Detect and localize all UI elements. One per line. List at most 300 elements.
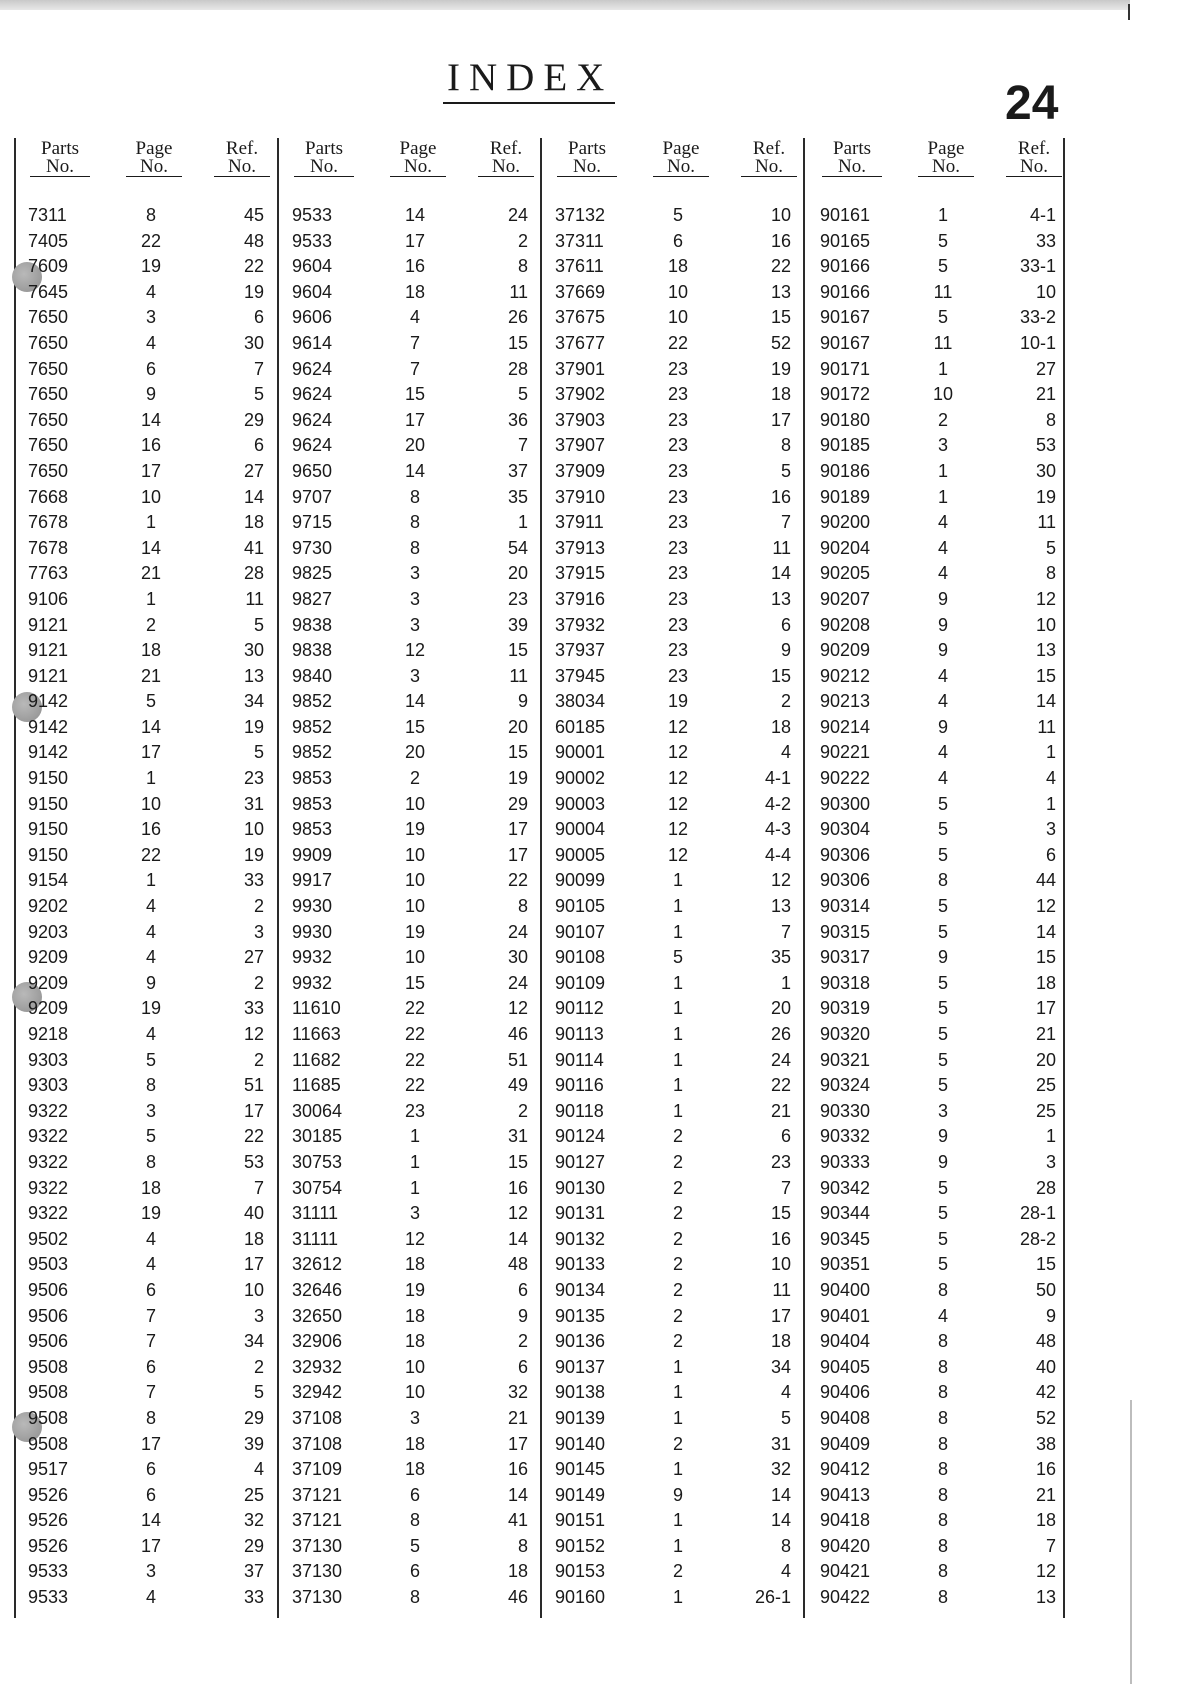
column-rule	[277, 138, 279, 1618]
ref-no-cell: 13	[770, 588, 791, 609]
parts-no-cell: 37675	[555, 307, 606, 328]
ref-no-cell: 34	[243, 691, 264, 712]
ref-no-cell: 4-2	[764, 793, 791, 814]
ref-no-header	[1006, 140, 1062, 177]
parts-no-cell: 9508	[28, 1382, 69, 1403]
page-no-cell: 8	[145, 1407, 156, 1428]
parts-no-cell: 90149	[555, 1484, 606, 1505]
page-no-cell: 1	[672, 998, 683, 1019]
page-no-cell: 18	[140, 1177, 162, 1198]
parts-no-cell: 7405	[28, 230, 69, 251]
ref-no-cell: 24	[507, 972, 528, 993]
parts-no-cell: 90140	[555, 1433, 606, 1454]
ref-no-cell: 4	[1045, 768, 1056, 789]
ref-no-cell: 8	[780, 435, 791, 456]
parts-no-cell: 7650	[28, 460, 69, 481]
page-no-cell: 12	[667, 768, 689, 789]
ref-no-cell: 28-2	[1019, 1228, 1056, 1249]
page-no-cell: 6	[145, 1356, 156, 1377]
parts-no-cell: 37937	[555, 640, 606, 661]
parts-no-cell: 90401	[820, 1305, 871, 1326]
page-no-cell: 2	[672, 1177, 683, 1198]
ref-no-cell: 14	[507, 1228, 528, 1249]
page-header-no-label: No.	[918, 158, 974, 177]
parts-no-cell: 90139	[555, 1407, 606, 1428]
ref-no-cell: 11	[509, 281, 528, 302]
ref-no-cell: 14	[770, 563, 791, 584]
ref-no-cell: 5	[517, 384, 528, 405]
ref-no-cell: 15	[1035, 665, 1056, 686]
page-no-cell: 10	[140, 793, 162, 814]
page-no-cell: 18	[404, 1433, 426, 1454]
parts-no-cell: 9508	[28, 1356, 69, 1377]
ref-no-cell: 15	[1035, 1254, 1056, 1275]
ref-no-cell: 2	[517, 1100, 528, 1121]
parts-no-cell: 90221	[820, 742, 871, 763]
page-no-cell: 19	[140, 256, 162, 277]
page-no-cell: 21	[140, 563, 162, 584]
ref-no-cell: 12	[507, 1203, 528, 1224]
page-no-cell: 9	[937, 1151, 948, 1172]
ref-no-cell: 1	[517, 512, 528, 533]
ref-no-cell: 32	[243, 1510, 264, 1531]
parts-no-cell: 90204	[820, 537, 871, 558]
ref-no-cell: 12	[1035, 588, 1056, 609]
ref-no-cell: 15	[770, 307, 791, 328]
ref-no-cell: 2	[253, 1356, 264, 1377]
page-no-cell: 1	[672, 1510, 683, 1531]
page-no-cell: 5	[937, 1024, 948, 1044]
page-no-cell: 22	[404, 1075, 426, 1096]
page-no-cell: 8	[937, 1484, 948, 1505]
ref-no-cell: 29	[243, 1407, 264, 1428]
page-no-cell: 10	[404, 1382, 426, 1403]
page-no-cell: 10	[404, 793, 426, 814]
ref-no-cell: 3	[253, 921, 264, 942]
column-rule	[803, 138, 805, 1618]
ref-no-cell: 11	[245, 588, 264, 609]
parts-no-cell: 31111	[292, 1203, 339, 1224]
ref-no-cell: 28	[1035, 1177, 1056, 1198]
parts-no-cell: 9322	[28, 1126, 69, 1147]
page-no-header	[653, 140, 709, 177]
parts-no-cell: 9508	[28, 1407, 69, 1428]
page-header-no-label: No.	[126, 158, 182, 177]
ref-no-cell: 39	[243, 1433, 264, 1454]
ref-no-cell: 53	[243, 1151, 264, 1172]
ref-no-cell: 13	[1035, 640, 1056, 661]
page-no-cell: 8	[937, 870, 948, 891]
ref-no-cell: 17	[507, 844, 528, 865]
ref-no-cell: 30	[507, 947, 528, 968]
ref-no-cell: 15	[507, 332, 528, 353]
parts-no-cell: 9517	[28, 1459, 69, 1480]
ref-no-cell: 22	[770, 256, 791, 277]
ref-no-cell: 22	[770, 1075, 791, 1096]
parts-no-cell: 90418	[820, 1510, 871, 1531]
parts-no-cell: 37932	[555, 614, 606, 635]
ref-no-cell: 16	[507, 1177, 528, 1198]
parts-no-cell: 90180	[820, 409, 871, 430]
ref-no-cell: 16	[507, 1459, 528, 1480]
page-no-cell: 7	[145, 1382, 156, 1403]
parts-no-cell: 90003	[555, 793, 606, 814]
parts-no-cell: 11663	[292, 1024, 341, 1044]
parts-no-cell: 90099	[555, 870, 606, 891]
page-no-cell: 1	[145, 870, 156, 891]
parts-no-cell: 90212	[820, 665, 871, 686]
page-no-header	[390, 140, 446, 177]
page-no-cell: 12	[667, 793, 689, 814]
page-no-cell: 2	[672, 1305, 683, 1326]
parts-header-no-label: No.	[30, 158, 90, 177]
parts-no-cell: 7645	[28, 281, 69, 302]
parts-no-cell: 9624	[292, 384, 333, 405]
ref-no-cell: 33	[243, 998, 264, 1019]
ref-no-cell: 4-4	[764, 844, 791, 865]
parts-no-cell: 38034	[555, 691, 606, 712]
ref-no-cell: 35	[507, 486, 528, 507]
parts-no-header	[557, 140, 617, 177]
parts-no-cell: 90131	[555, 1203, 606, 1224]
parts-no-cell: 9303	[28, 1075, 69, 1096]
ref-no-cell: 1	[1045, 793, 1056, 814]
ref-no-cell: 35	[770, 947, 791, 968]
page-no-cell: 2	[672, 1279, 683, 1300]
parts-no-cell: 9730	[292, 537, 333, 558]
ref-header-label: Ref.	[752, 138, 786, 159]
page-no-cell: 18	[404, 1459, 426, 1480]
parts-no-cell: 90318	[820, 972, 871, 993]
page-no-cell: 23	[667, 409, 689, 430]
parts-no-cell: 37903	[555, 409, 606, 430]
page-no-cell: 16	[140, 819, 162, 840]
page-no-cell: 16	[404, 256, 426, 277]
page-no-header	[126, 140, 182, 177]
ref-no-cell: 11	[1037, 716, 1056, 737]
page-no-cell: 1	[672, 1587, 683, 1608]
page-no-cell: 1	[409, 1177, 420, 1198]
ref-no-cell: 14	[243, 486, 264, 507]
ref-no-cell: 28	[507, 358, 528, 379]
ref-no-cell: 7	[1045, 1535, 1056, 1556]
page-no-cell: 2	[672, 1203, 683, 1224]
parts-no-cell: 9853	[292, 768, 333, 789]
page-no-cell: 5	[937, 972, 948, 993]
page-no-cell: 5	[937, 1177, 948, 1198]
page-no-cell: 22	[667, 332, 689, 353]
ref-no-cell: 7	[780, 1177, 791, 1198]
ref-no-cell: 5	[1045, 537, 1056, 558]
parts-no-cell: 90105	[555, 896, 606, 917]
ref-no-cell: 7	[780, 921, 791, 942]
ref-no-cell: 45	[243, 205, 264, 225]
ref-no-cell: 24	[507, 205, 528, 225]
page-no-cell: 23	[667, 460, 689, 481]
ref-no-cell: 10	[1035, 281, 1056, 302]
page-no-cell: 17	[140, 1433, 162, 1454]
page-no-header	[918, 140, 974, 177]
page-no-cell: 5	[937, 819, 948, 840]
scan-top-edge-mark	[1128, 4, 1130, 20]
ref-no-cell: 18	[1035, 972, 1056, 993]
parts-no-cell: 90124	[555, 1126, 606, 1147]
ref-no-cell: 14	[1035, 691, 1056, 712]
ref-no-cell: 19	[243, 716, 264, 737]
page-no-cell: 19	[667, 691, 689, 712]
page-no-cell: 14	[140, 409, 162, 430]
page-no-cell: 6	[145, 1279, 156, 1300]
parts-no-cell: 9604	[292, 256, 333, 277]
parts-no-cell: 11685	[292, 1075, 341, 1096]
parts-no-cell: 90420	[820, 1535, 871, 1556]
parts-no-cell: 9506	[28, 1279, 69, 1300]
parts-no-cell: 32942	[292, 1382, 343, 1403]
parts-no-cell: 9526	[28, 1535, 69, 1556]
parts-no-cell: 9930	[292, 896, 333, 917]
parts-no-cell: 90137	[555, 1356, 606, 1377]
ref-no-cell: 22	[243, 256, 264, 277]
page-header-label: Page	[135, 138, 173, 159]
page-no-cell: 10	[667, 307, 689, 328]
page-no-cell: 5	[672, 947, 683, 968]
parts-header-no-label: No.	[294, 158, 354, 177]
ref-no-cell: 42	[1035, 1382, 1056, 1403]
ref-no-cell: 7	[253, 1177, 264, 1198]
ref-no-cell: 41	[507, 1510, 528, 1531]
ref-no-cell: 11	[772, 1279, 791, 1300]
page-no-cell: 17	[404, 409, 426, 430]
ref-no-cell: 29	[243, 409, 264, 430]
parts-no-cell: 9121	[28, 665, 69, 686]
parts-no-cell: 9526	[28, 1484, 69, 1505]
page-no-cell: 4	[145, 921, 156, 942]
parts-no-cell: 90127	[555, 1151, 606, 1172]
parts-no-cell: 9503	[28, 1254, 69, 1275]
page-no-cell: 22	[404, 998, 426, 1019]
page-no-cell: 4	[937, 691, 948, 712]
ref-no-cell: 36	[507, 409, 528, 430]
ref-no-cell: 15	[507, 1151, 528, 1172]
page-no-cell: 18	[404, 1331, 426, 1352]
parts-no-cell: 90138	[555, 1382, 606, 1403]
parts-no-cell: 9209	[28, 998, 69, 1019]
ref-no-cell: 26-1	[754, 1587, 791, 1608]
ref-no-cell: 5	[780, 460, 791, 481]
parts-header-no-label: No.	[822, 158, 882, 177]
ref-no-cell: 13	[243, 665, 264, 686]
ref-no-cell: 14	[1035, 921, 1056, 942]
page-no-cell: 1	[937, 460, 948, 481]
ref-no-cell: 8	[1045, 409, 1056, 430]
ref-no-cell: 7	[253, 358, 264, 379]
page-no-cell: 5	[145, 1126, 156, 1147]
ref-no-cell: 33-1	[1019, 256, 1056, 277]
page-no-cell: 20	[404, 435, 426, 456]
ref-no-cell: 3	[253, 1305, 264, 1326]
page-no-cell: 5	[937, 844, 948, 865]
ref-no-cell: 19	[507, 768, 528, 789]
ref-no-cell: 4	[780, 742, 791, 763]
ref-no-cell: 9	[517, 691, 528, 712]
page-header-no-label: No.	[390, 158, 446, 177]
parts-no-cell: 9606	[292, 307, 333, 328]
ref-no-cell: 44	[1035, 870, 1056, 891]
ref-header-label: Ref.	[489, 138, 523, 159]
ref-no-cell: 18	[243, 1228, 264, 1249]
page-no-cell: 23	[667, 384, 689, 405]
page-no-cell: 5	[937, 1203, 948, 1224]
parts-no-cell: 90186	[820, 460, 871, 481]
page-no-cell: 14	[404, 460, 426, 481]
parts-no-cell: 90132	[555, 1228, 606, 1249]
ref-no-cell: 38	[1035, 1433, 1056, 1454]
page-no-cell: 5	[937, 307, 948, 328]
page-no-cell: 17	[404, 230, 426, 251]
parts-no-cell: 7650	[28, 358, 69, 379]
ref-no-cell: 8	[1045, 563, 1056, 584]
parts-no-cell: 90404	[820, 1331, 871, 1352]
page-no-cell: 20	[404, 742, 426, 763]
parts-no-cell: 37130	[292, 1587, 343, 1608]
ref-no-cell: 2	[517, 1331, 528, 1352]
scan-top-edge	[0, 0, 1130, 10]
page-no-cell: 4	[937, 768, 948, 789]
page-no-cell: 23	[667, 537, 689, 558]
ref-no-cell: 17	[770, 409, 791, 430]
parts-header-label: Parts	[568, 138, 606, 159]
parts-no-cell: 90324	[820, 1075, 871, 1096]
parts-no-cell: 37915	[555, 563, 606, 584]
ref-header-label: Ref.	[225, 138, 259, 159]
ref-no-cell: 4	[253, 1459, 264, 1480]
page-no-cell: 1	[672, 896, 683, 917]
ref-no-cell: 26	[507, 307, 528, 328]
parts-no-cell: 9650	[292, 460, 333, 481]
ref-no-cell: 18	[507, 1561, 528, 1582]
page-no-cell: 14	[404, 691, 426, 712]
parts-header-label: Parts	[833, 138, 871, 159]
page-no-cell: 6	[409, 1484, 420, 1505]
page-no-cell: 17	[140, 460, 162, 481]
parts-no-cell: 7650	[28, 435, 69, 456]
page-no-cell: 5	[937, 230, 948, 251]
parts-no-cell: 37130	[292, 1561, 343, 1582]
parts-no-cell: 9150	[28, 844, 69, 865]
ref-no-cell: 28	[243, 563, 264, 584]
parts-no-cell: 9209	[28, 972, 69, 993]
page-no-cell: 8	[937, 1382, 948, 1403]
page-no-cell: 6	[145, 358, 156, 379]
parts-no-cell: 37901	[555, 358, 606, 379]
parts-no-cell: 90314	[820, 896, 871, 917]
ref-no-cell: 18	[1035, 1510, 1056, 1531]
parts-no-cell: 9142	[28, 742, 69, 763]
ref-no-header	[214, 140, 270, 177]
page-no-cell: 19	[404, 1279, 426, 1300]
parts-no-cell: 37669	[555, 281, 606, 302]
ref-no-cell: 12	[1035, 1561, 1056, 1582]
parts-no-cell: 9526	[28, 1510, 69, 1531]
page-no-cell: 4	[937, 1305, 948, 1326]
ref-no-cell: 19	[243, 281, 264, 302]
parts-no-cell: 90422	[820, 1587, 871, 1608]
parts-no-cell: 90130	[555, 1177, 606, 1198]
column-rule	[14, 138, 16, 1618]
ref-no-cell: 21	[770, 1100, 791, 1121]
page-no-cell: 1	[672, 1382, 683, 1403]
ref-no-header	[741, 140, 797, 177]
page-no-cell: 19	[140, 1203, 162, 1224]
page-no-cell: 10	[140, 486, 162, 507]
page-header-label: Page	[399, 138, 437, 159]
ref-no-cell: 6	[517, 1356, 528, 1377]
page-no-cell: 7	[409, 358, 420, 379]
parts-no-cell: 90319	[820, 998, 871, 1019]
page-no-cell: 6	[409, 1561, 420, 1582]
ref-no-cell: 48	[243, 230, 264, 251]
page-no-cell: 7	[145, 1331, 156, 1352]
parts-no-cell: 90107	[555, 921, 606, 942]
parts-no-cell: 9614	[292, 332, 333, 353]
page-no-cell: 6	[145, 1459, 156, 1480]
page-no-cell: 4	[937, 665, 948, 686]
page-no-cell: 3	[409, 563, 420, 584]
ref-no-cell: 23	[507, 588, 528, 609]
ref-no-cell: 12	[507, 998, 528, 1019]
page-no-cell: 12	[667, 844, 689, 865]
ref-no-cell: 7	[780, 512, 791, 533]
ref-no-cell: 54	[507, 537, 528, 558]
parts-no-cell: 9624	[292, 435, 333, 456]
page-no-cell: 15	[404, 384, 426, 405]
ref-no-cell: 46	[507, 1587, 528, 1608]
parts-no-cell: 90134	[555, 1279, 606, 1300]
page-no-cell: 12	[404, 640, 426, 661]
parts-no-cell: 90005	[555, 844, 606, 865]
page-no-cell: 5	[937, 793, 948, 814]
page-no-cell: 9	[937, 947, 948, 968]
ref-no-cell: 53	[1035, 435, 1056, 456]
ref-no-cell: 51	[243, 1075, 264, 1096]
page-no-cell: 18	[404, 1254, 426, 1275]
ref-no-cell: 20	[770, 998, 791, 1019]
parts-no-cell: 9930	[292, 921, 333, 942]
page-no-cell: 3	[409, 614, 420, 635]
page-header-label: Page	[662, 138, 700, 159]
ref-no-cell: 15	[770, 1203, 791, 1224]
parts-no-cell: 90406	[820, 1382, 871, 1403]
page-no-cell: 22	[404, 1024, 426, 1044]
ref-no-cell: 2	[253, 1049, 264, 1070]
ref-no-cell: 48	[507, 1254, 528, 1275]
parts-no-cell: 37611	[555, 256, 604, 277]
page-no-cell: 18	[404, 281, 426, 302]
ref-no-cell: 12	[770, 870, 791, 891]
parts-no-cell: 37121	[292, 1484, 343, 1505]
page-no-cell: 4	[145, 1024, 156, 1044]
parts-no-cell: 9852	[292, 716, 333, 737]
parts-no-cell: 90304	[820, 819, 871, 840]
parts-no-cell: 9322	[28, 1100, 69, 1121]
page-no-cell: 4	[145, 1254, 156, 1275]
parts-no-cell: 9322	[28, 1177, 69, 1198]
page-no-cell: 2	[672, 1126, 683, 1147]
parts-no-cell: 32650	[292, 1305, 343, 1326]
parts-no-cell: 30064	[292, 1100, 343, 1121]
ref-no-cell: 19	[770, 358, 791, 379]
ref-no-cell: 31	[770, 1433, 791, 1454]
